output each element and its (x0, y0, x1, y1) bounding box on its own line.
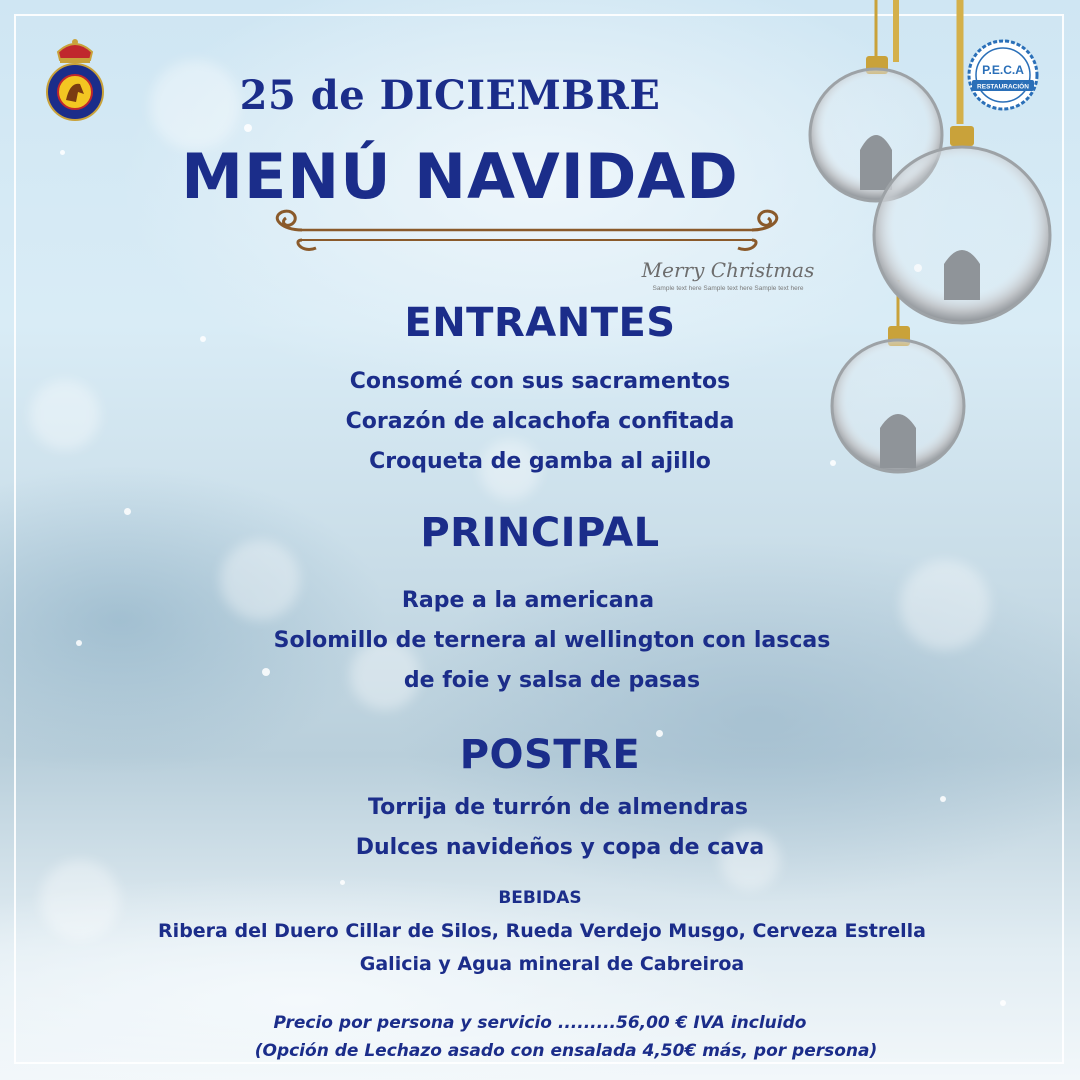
menu-item: Dulces navideños y copa de cava (355, 835, 765, 860)
menu-item: Corazón de alcachofa confitada (345, 409, 735, 434)
peca-logo-subtext: RESTAURACIÓN (977, 83, 1029, 91)
menu-item: Rape a la americana (401, 588, 655, 613)
menu-item: Consomé con sus sacramentos (349, 369, 731, 394)
bebidas-heading: BEBIDAS (498, 888, 582, 908)
peca-logo-text: P.E.C.A (982, 63, 1024, 77)
menu-date: 25 de DICIEMBRE (239, 72, 661, 119)
merry-christmas-text: Merry Christmas (641, 258, 815, 282)
bebidas-line: Galicia y Agua mineral de Cabreiroa (359, 953, 745, 975)
bebidas-line: Ribera del Duero Cillar de Silos, Rueda Verdejo Musgo, Cerveza Estrella (158, 920, 926, 942)
menu-item: de foie y salsa de pasas (403, 668, 701, 693)
section-heading-postre: POSTRE (459, 732, 641, 778)
menu-title: MENÚ NAVIDAD (181, 140, 739, 213)
lechazo-option-line: (Opción de Lechazo asado con ensalada 4,50€ más, por persona) (254, 1041, 878, 1061)
menu-item: Solomillo de ternera al wellington con lascas (273, 628, 831, 653)
price-line: Precio por persona y servicio .........56,00 € IVA incluido (273, 1013, 807, 1033)
section-heading-entrantes: ENTRANTES (404, 300, 676, 346)
ornamental-scroll-divider (262, 204, 792, 258)
section-heading-principal: PRINCIPAL (420, 510, 660, 556)
menu-item: Croqueta de gamba al ajillo (369, 449, 711, 474)
menu-item: Torrija de turrón de almendras (368, 795, 748, 820)
merry-christmas-subtext: Sample text here Sample text here Sample text here (652, 285, 804, 292)
